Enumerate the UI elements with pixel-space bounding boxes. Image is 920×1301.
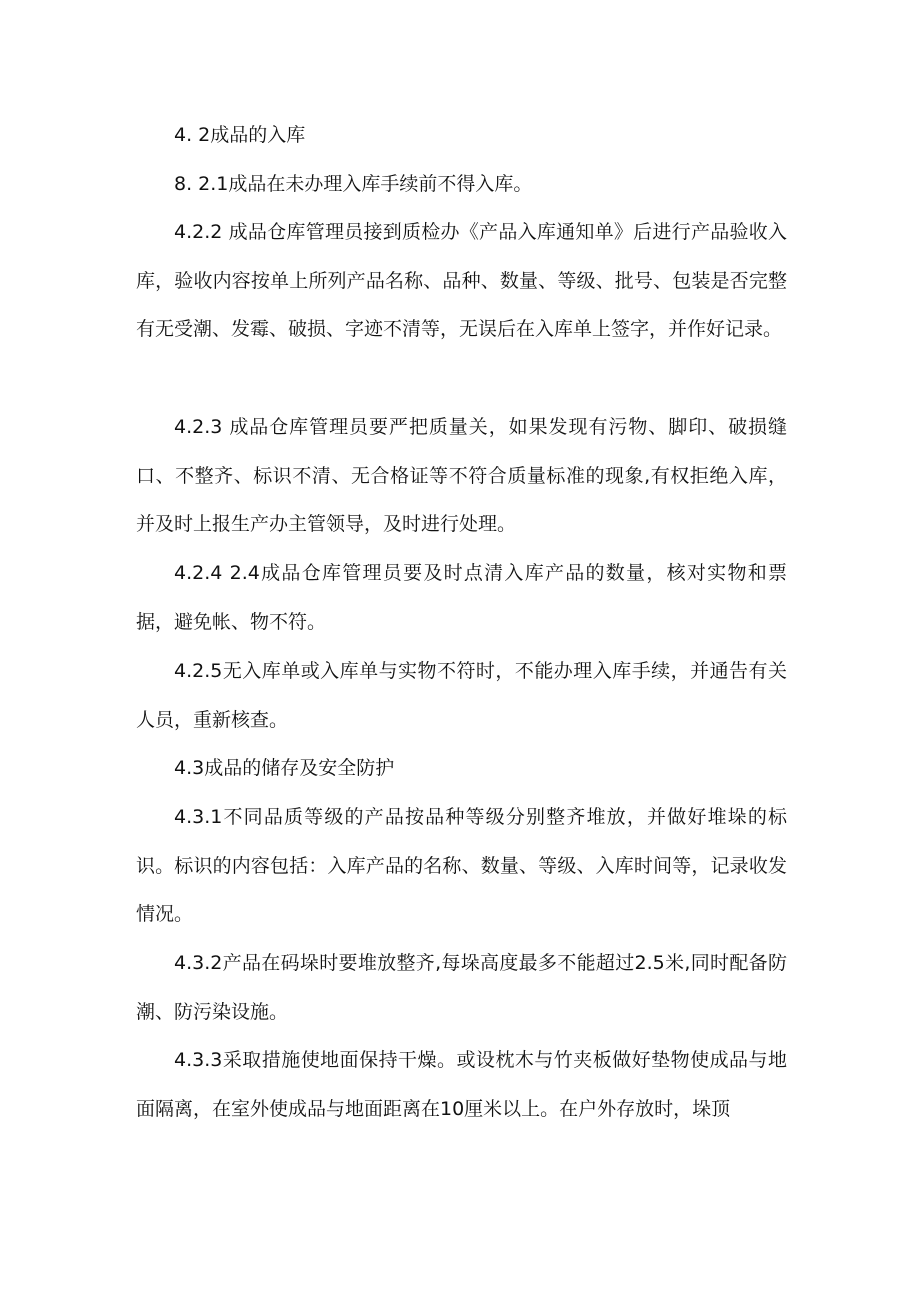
paragraph-4-3-2: 4.3.2产品在码垛时要堆放整齐,每垛高度最多不能超过2.5米,同时配备防潮、防污染设施。 xyxy=(136,952,787,1023)
paragraph-4-2-1: 8. 2.1成品在未办理入库手续前不得入库。 xyxy=(174,173,533,195)
section-heading-4-2: 4. 2成品的入库 xyxy=(174,124,306,146)
paragraph-4-2-2: 4.2.2 成品仓库管理员接到质检办《产品入库通知单》后进行产品验收入库，验收内容按单上所列产品名称、品种、数量、等级、批号、包装是否完整有无受潮、发霉、破损、字迹不清等，无误后在入库单上签字，并作好记录。 xyxy=(136,221,787,340)
section-heading-4-3: 4.3成品的储存及安全防护 xyxy=(174,757,395,779)
paragraph-4-2-4: 4.2.4 2.4成品仓库管理员要及时点清入库产品的数量，核对实物和票据，避免帐、物不符。 xyxy=(136,562,787,633)
paragraph-4-2-3: 4.2.3 成品仓库管理员要严把质量关，如果发现有污物、脚印、破损缝口、不整齐、标识不清、无合格证等不符合质量标准的现象,有权拒绝入库，并及时上报生产办主管领导，及时进行处理。 xyxy=(136,416,787,535)
paragraph-4-3-3: 4.3.3采取措施使地面保持干燥。或设枕木与竹夹板做好垫物使成品与地面隔离，在室外使成品与地面距离在10厘米以上。在户外存放时，垛顶 xyxy=(136,1049,787,1120)
paragraph-4-2-5: 4.2.5无入库单或入库单与实物不符时，不能办理入库手续，并通告有关人员，重新核查。 xyxy=(136,660,787,731)
paragraph-4-3-1: 4.3.1不同品质等级的产品按品种等级分别整齐堆放，并做好堆垛的标识。标识的内容包括：入库产品的名称、数量、等级、入库时间等，记录收发情况。 xyxy=(136,806,787,925)
